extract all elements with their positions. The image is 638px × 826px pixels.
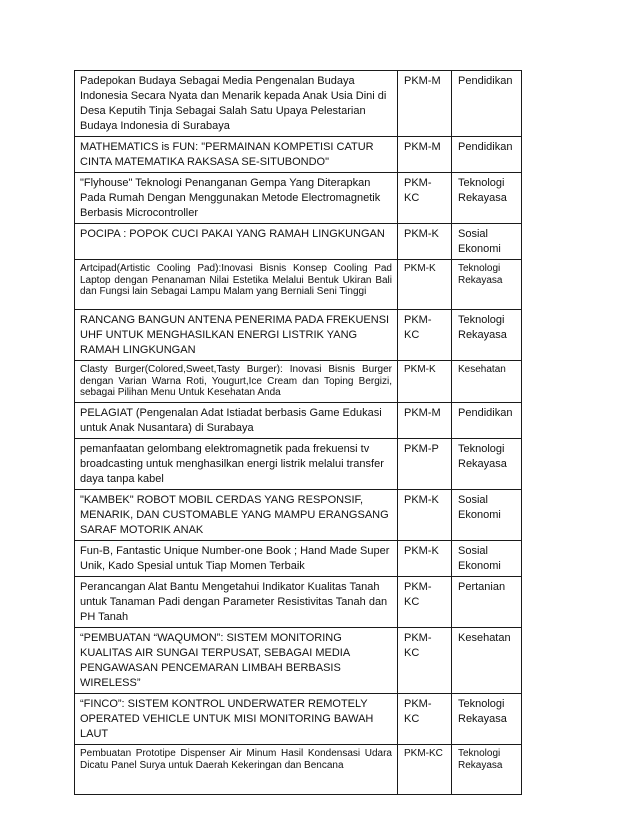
table-row [75,745,522,795]
table-row [75,310,522,361]
title-cell: Artcipad(Artistic Cooling Pad):Inovasi Bisnis Konsep Cooling Pad Laptop dengan Penanaman Nilai Estetika Melalui Bentuk Ukiran Bali dan Fungsi lain Sebagai Lampu Malam yang Berniali Seni Tinggi [75,260,398,310]
category-cell: PKM-K [398,361,452,403]
field-cell: Teknologi Rekayasa [452,310,522,361]
category-cell: PKM-KC [398,628,452,694]
category-cell: PKM-M [398,137,452,173]
title-cell: "KAMBEK" ROBOT MOBIL CERDAS YANG RESPONSIF, MENARIK, DAN CUSTOMABLE YANG MAMPU ERANGSANG SARAF MOTORIK ANAK [75,490,398,541]
table-row [75,490,522,541]
title-cell: PELAGIAT (Pengenalan Adat Istiadat berbasis Game Edukasi untuk Anak Nusantara) di Surabaya [75,403,398,439]
title-cell: Clasty Burger(Colored,Sweet,Tasty Burger): Inovasi Bisnis Burger dengan Varian Warna Roti, Yougurt,Ice Cream dan Toping Bergizi, sebagai Pilihan Menu Untuk Kesehatan Anda [75,361,398,403]
field-cell: Pendidikan [452,403,522,439]
field-cell: Pendidikan [452,71,522,137]
category-cell: PKM-K [398,224,452,260]
field-cell: Sosial Ekonomi [452,541,522,577]
category-cell: PKM-M [398,403,452,439]
table-row [75,71,522,137]
table-row [75,628,522,694]
category-cell: PKM-KC [398,310,452,361]
table-row [75,361,522,403]
document-page [74,70,522,795]
category-cell: PKM-KC [398,694,452,745]
title-cell: Fun-B, Fantastic Unique Number-one Book ; Hand Made Super Unik, Kado Spesial untuk Tiap Momen Terbaik [75,541,398,577]
title-cell: "Flyhouse" Teknologi Penanganan Gempa Yang Diterapkan Pada Rumah Dengan Menggunakan Metode Electromagnetik Berbasis Microcontroller [75,173,398,224]
title-cell: Perancangan Alat Bantu Mengetahui Indikator Kualitas Tanah untuk Tanaman Padi dengan Parameter Resistivitas Tanah dan PH Tanah [75,577,398,628]
pkm-table [74,70,522,795]
field-cell: Teknologi Rekayasa [452,745,522,795]
title-cell: “FINCO”: SISTEM KONTROL UNDERWATER REMOTELY OPERATED VEHICLE UNTUK MISI MONITORING BAWAH LAUT [75,694,398,745]
field-cell: Pendidikan [452,137,522,173]
field-cell: Kesehatan [452,361,522,403]
category-cell: PKM-K [398,260,452,310]
field-cell: Kesehatan [452,628,522,694]
title-cell: pemanfaatan gelombang elektromagnetik pada frekuensi tv broadcasting untuk menghasilkan energi listrik melalui transfer daya tanpa kabel [75,439,398,490]
table-row [75,173,522,224]
title-cell: “PEMBUATAN “WAQUMON”: SISTEM MONITORING KUALITAS AIR SUNGAI TERPUSAT, SEBAGAI MEDIA PENGAWASAN PENCEMARAN LIMBAH BERBASIS WIRELESS” [75,628,398,694]
field-cell: Teknologi Rekayasa [452,260,522,310]
category-cell: PKM-K [398,541,452,577]
title-cell: Pembuatan Prototipe Dispenser Air Minum Hasil Kondensasi Udara Dicatu Panel Surya untuk Daerah Kekeringan dan Bencana [75,745,398,795]
field-cell: Sosial Ekonomi [452,490,522,541]
category-cell: PKM-P [398,439,452,490]
table-row [75,694,522,745]
category-cell: PKM-KC [398,173,452,224]
title-cell: MATHEMATICS is FUN: "PERMAINAN KOMPETISI CATUR CINTA MATEMATIKA RAKSASA SE-SITUBONDO" [75,137,398,173]
field-cell: Teknologi Rekayasa [452,439,522,490]
field-cell: Teknologi Rekayasa [452,694,522,745]
category-cell: PKM-KC [398,745,452,795]
category-cell: PKM-K [398,490,452,541]
field-cell: Pertanian [452,577,522,628]
table-row [75,224,522,260]
table-row [75,260,522,310]
category-cell: PKM-KC [398,577,452,628]
table-row [75,439,522,490]
table-row [75,403,522,439]
field-cell: Sosial Ekonomi [452,224,522,260]
table-row [75,137,522,173]
title-cell: Padepokan Budaya Sebagai Media Pengenalan Budaya Indonesia Secara Nyata dan Menarik kepada Anak Usia Dini di Desa Keputih Tinja Sebagai Salah Satu Upaya Pelestarian Budaya Indonesia di Surabaya [75,71,398,137]
category-cell: PKM-M [398,71,452,137]
table-row [75,541,522,577]
field-cell: Teknologi Rekayasa [452,173,522,224]
table-row [75,577,522,628]
title-cell: POCIPA : POPOK CUCI PAKAI YANG RAMAH LINGKUNGAN [75,224,398,260]
title-cell: RANCANG BANGUN ANTENA PENERIMA PADA FREKUENSI UHF UNTUK MENGHASILKAN ENERGI LISTRIK YANG RAMAH LINGKUNGAN [75,310,398,361]
